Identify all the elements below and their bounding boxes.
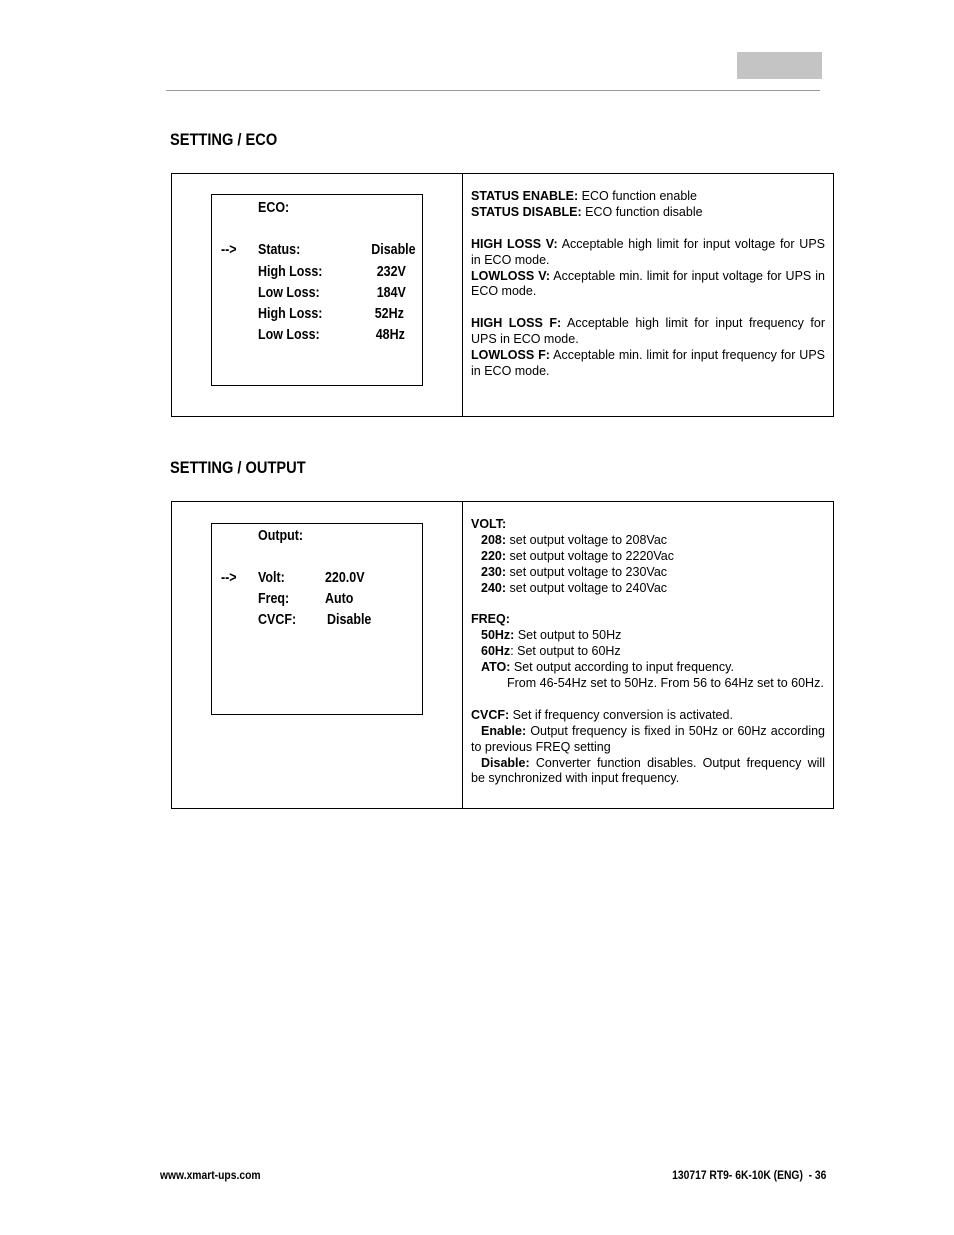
- eco-lcd-label-high-loss-f: High Loss:: [258, 306, 323, 322]
- output-lcd-header: Output:: [258, 528, 304, 544]
- output-desc-volt-220: 220: set output voltage to 2220Vac: [481, 548, 674, 563]
- output-lcd-label-cvcf: CVCF:: [258, 612, 297, 628]
- eco-lcd-label-status: Status:: [258, 242, 301, 258]
- eco-lcd-value-high-loss-v: 232V: [376, 264, 406, 280]
- eco-desc-lowloss-v: LOWLOSS V: Acceptable min. limit for input voltage for UPS in ECO mode.: [471, 268, 825, 299]
- output-panel: [171, 501, 834, 809]
- output-desc-volt-heading: VOLT:: [471, 517, 507, 531]
- output-description: [471, 517, 825, 787]
- eco-desc-high-loss-v: HIGH LOSS V: Acceptable high limit for input voltage for UPS in ECO mode.: [471, 236, 825, 267]
- footer-doc-ref: 130717 RT9- 6K-10K (ENG): [671, 1168, 803, 1182]
- footer-page-separator: -: [802, 1168, 815, 1182]
- output-desc-freq-ato: ATO: Set output according to input frequency.: [481, 660, 734, 675]
- output-desc-volt-208: 208: set output voltage to 208Vac: [481, 532, 668, 547]
- output-desc-volt-230: 230: set output voltage to 230Vac: [481, 564, 668, 579]
- output-lcd-label-freq: Freq:: [258, 591, 290, 607]
- output-desc-cvcf-enable: Enable: Output frequency is fixed in 50Hz or 60Hz according to previous FREQ setting: [471, 723, 825, 754]
- eco-lcd-cursor: -->: [221, 242, 237, 258]
- eco-desc-lowloss-f: LOWLOSS F: Acceptable min. limit for input frequency for UPS in ECO mode.: [471, 348, 825, 378]
- header-rule: [166, 90, 820, 91]
- eco-description: [471, 189, 825, 380]
- output-lcd-cursor: -->: [221, 570, 237, 586]
- output-desc-freq-60hz: 60Hz: Set output to 60Hz: [481, 644, 621, 659]
- eco-section-title: SETTING / ECO: [170, 130, 278, 149]
- output-desc-cvcf-disable: Disable: Converter function disables. Output frequency will be synchronized with input frequency.: [471, 755, 825, 786]
- eco-lcd-label-low-loss-v: Low Loss:: [258, 285, 320, 301]
- eco-desc-status-enable: STATUS ENABLE: ECO function enable: [471, 189, 697, 203]
- output-desc-freq-50hz: 50Hz: Set output to 50Hz: [481, 628, 622, 643]
- eco-lcd-value-low-loss-v: 184V: [376, 285, 406, 301]
- eco-lcd-header: ECO:: [258, 200, 290, 216]
- eco-panel-divider: [462, 174, 463, 416]
- output-lcd-display: [211, 523, 423, 715]
- output-section-title: SETTING / OUTPUT: [170, 458, 306, 477]
- eco-lcd-display: [211, 194, 423, 386]
- eco-desc-high-loss-f: HIGH LOSS F: Acceptable high limit for input frequency for UPS in ECO mode.: [471, 316, 825, 347]
- header-tab: [737, 52, 822, 79]
- footer-doc-info: [672, 1168, 826, 1182]
- output-lcd-value-volt: 220.0V: [325, 570, 365, 586]
- eco-lcd-label-high-loss-v: High Loss:: [258, 264, 323, 280]
- output-desc-freq-note: From 46-54Hz set to 50Hz. From 56 to 64Hz set to 60Hz.: [507, 676, 824, 691]
- eco-lcd-label-low-loss-f: Low Loss:: [258, 327, 320, 343]
- output-panel-divider: [462, 502, 463, 808]
- output-lcd-label-volt: Volt:: [258, 570, 285, 586]
- eco-lcd-value-low-loss-f: 48Hz: [375, 327, 405, 343]
- footer-page-number: 36: [814, 1168, 826, 1182]
- footer-website: www.xmart-ups.com: [160, 1168, 261, 1182]
- output-lcd-value-freq: Auto: [325, 591, 354, 607]
- output-desc-volt-240: 240: set output voltage to 240Vac: [481, 580, 668, 595]
- eco-desc-status-disable: STATUS DISABLE: ECO function disable: [471, 204, 703, 219]
- output-lcd-value-cvcf: Disable: [327, 612, 372, 628]
- output-desc-freq-heading: FREQ:: [471, 612, 510, 627]
- output-desc-cvcf: CVCF: Set if frequency conversion is activated.: [471, 707, 733, 722]
- eco-lcd-value-high-loss-f: 52Hz: [374, 306, 404, 322]
- eco-panel: [171, 173, 834, 417]
- eco-lcd-value-status: Disable: [371, 242, 416, 258]
